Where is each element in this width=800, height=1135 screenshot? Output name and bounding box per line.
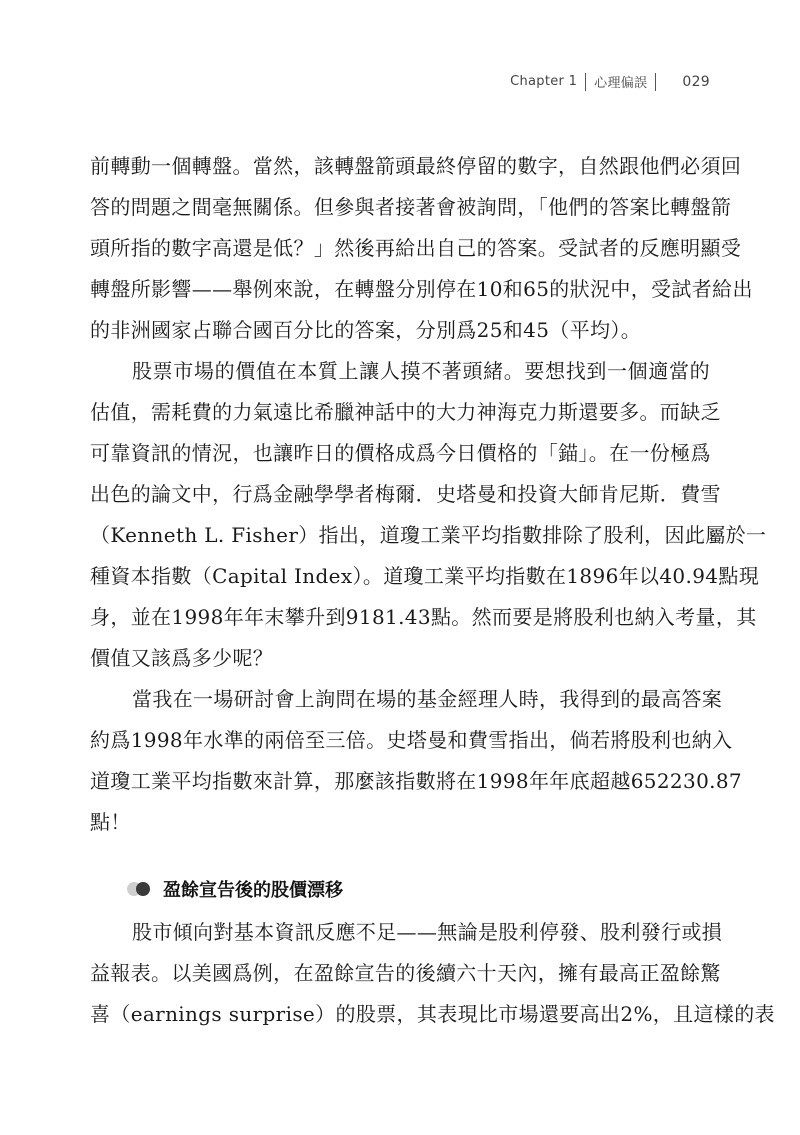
section-paragraph-1 [90,912,775,1035]
header-divider [585,73,586,91]
text-line: （Kenneth L. Fisher）指出，道瓊工業平均指數排除了股利，因此屬於一 [90,523,767,547]
text-line: 益報表。以美國爲例，在盈餘宣告的後續六十天內，擁有最高正盈餘驚 [90,961,721,985]
header-divider [655,73,656,91]
text-line: 可靠資訊的情況，也讓昨日的價格成爲今日價格的「錨」。在一份極爲 [90,441,711,465]
paragraph-3 [90,679,743,843]
running-header [510,72,710,91]
page-number: 029 [682,73,710,90]
text-line: 約爲1998年水準的兩倍至三倍。史塔曼和費雪指出，倘若將股利也納入 [90,728,733,752]
text-line: 的非洲國家占聯合國百分比的答案，分別爲25和45（平均）。 [90,318,642,342]
double-dot-bullet-icon [127,882,155,896]
text-line: 種資本指數（Capital Index）。道瓊工業平均指數在1896年以40.94點現 [90,564,760,588]
text-line: 點！ [90,810,131,834]
section-heading [127,876,343,902]
paragraph-2 [90,351,767,679]
text-line: 估值，需耗費的力氣遠比希臘神話中的大力神海克力斯還要多。而缺乏 [90,400,721,424]
text-line: 前轉動一個轉盤。當然，該轉盤箭頭最終停留的數字，自然跟他們必須回 [90,154,742,178]
text-line: 頭所指的數字高還是低？」然後再給出自己的答案。受試者的反應明顯受 [90,236,742,260]
text-line: 價值又該爲多少呢？ [90,646,274,670]
section-title: 盈餘宣告後的股價漂移 [163,880,343,901]
text-line: 當我在一場研討會上詢問在場的基金經理人時，我得到的最高答案 [132,687,723,711]
text-line: 股市傾向對基本資訊反應不足——無論是股利停發、股利發行或損 [132,920,723,944]
text-line: 股票市場的價值在本質上讓人摸不著頭緒。要想找到一個適當的 [132,359,710,383]
chapter-label: Chapter 1 [510,74,578,89]
section-label: 心理偏誤 [594,76,648,91]
text-line: 轉盤所影響——舉例來說，在轉盤分別停在10和65的狀況中，受試者給出 [90,277,753,301]
text-line: 道瓊工業平均指數來計算，那麼該指數將在1998年年底超越652230.87 [90,769,743,793]
text-line: 身，並在1998年年末攀升到9181.43點。然而要是將股利也納入考量，其 [90,605,757,629]
text-line: 喜（earnings surprise）的股票，其表現比市場還要高出2%，且這樣的表 [90,1002,775,1026]
paragraph-1 [90,146,753,351]
text-line: 出色的論文中，行爲金融學學者梅爾．史塔曼和投資大師肯尼斯．費雪 [90,482,721,506]
text-line: 答的問題之間毫無關係。但參與者接著會被詢問，「他們的答案比轉盤箭 [90,195,732,219]
